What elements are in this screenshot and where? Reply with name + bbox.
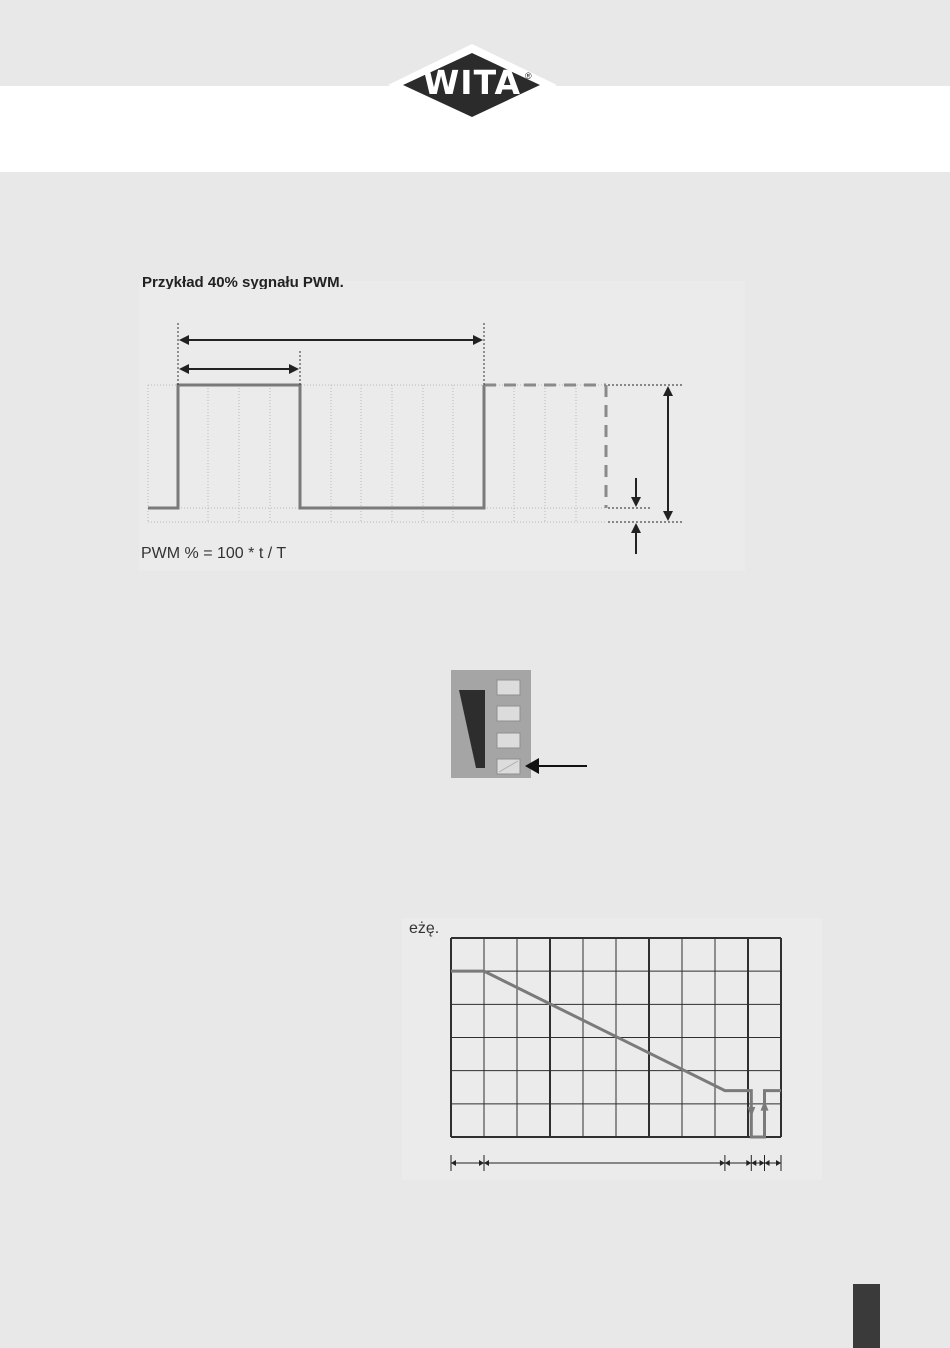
- chart-caption-fragment: eżę.: [409, 920, 440, 937]
- dimension-arrowhead: [725, 1160, 730, 1166]
- dimension-arrowhead: [451, 1160, 456, 1166]
- logo-wordmark: WITA: [422, 63, 522, 102]
- dimension-arrowhead: [484, 1160, 489, 1166]
- dimension-arrowhead: [776, 1160, 781, 1166]
- dimension-arrowhead: [746, 1160, 751, 1166]
- dimension-arrowhead: [751, 1160, 756, 1166]
- time-dimension-arrows: [451, 1155, 781, 1171]
- dimension-arrowhead: [765, 1160, 770, 1166]
- pwm-formula: PWM % = 100 * t / T: [141, 545, 287, 562]
- dimension-arrowhead: [760, 1160, 765, 1166]
- dimension-arrowhead: [720, 1160, 725, 1166]
- up-arrow-icon: [761, 1101, 769, 1111]
- page-tab: [853, 1284, 880, 1348]
- pwm-caption-text: Przykład 40% sygnału PWM.: [142, 274, 344, 289]
- registered-mark: ®: [525, 71, 532, 81]
- dimension-arrowhead: [479, 1160, 484, 1166]
